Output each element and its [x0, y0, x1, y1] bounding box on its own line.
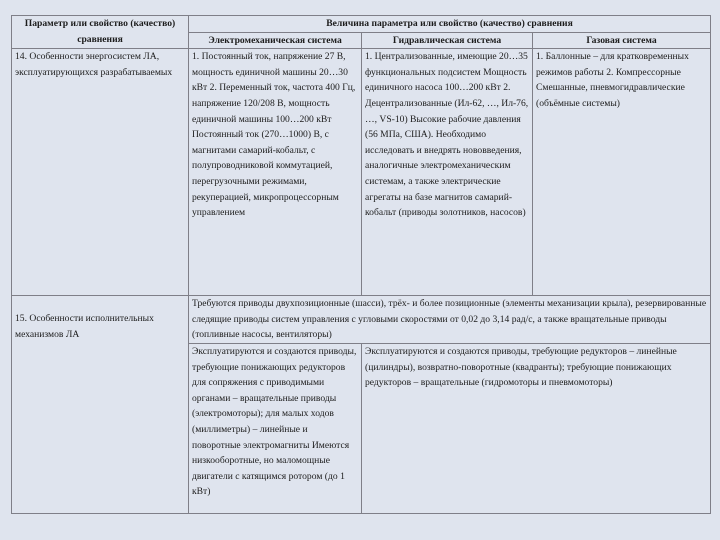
row14-gas-cell: 1. Баллонные – для кратковременных режимов работы 2. Компрессорные Смешанные, пневмогидравлические (объёмные системы)	[533, 49, 711, 296]
table-row-15-common	[12, 296, 711, 344]
row15-electro-cell: Эксплуатируются и создаются приводы, требующие понижающих редукторов для сопряжения с приводимыми органами – вращательные приводы (электромоторы); для малых ходов (миллиметры) – линейные и поворотные электромагниты Имеются низкооборотные, но маломощные двигатели с катящимся ротором (до 1 кВт)	[189, 343, 362, 513]
row15-common-cell: Требуются приводы двухпозиционные (шасси), трёх- и более позиционные (элементы механизации крыла), резервированные следящие приводы систем управления с угловыми скоростями от 0,02 до 3,14 рад/с, а также вращательные приводы (топливные насосы, вентиляторы)	[189, 296, 711, 344]
gas-system-header: Газовая система	[533, 32, 711, 49]
hydraulic-system-header: Гидравлическая система	[362, 32, 533, 49]
row14-electro-cell: 1. Постоянный ток, напряжение 27 В, мощность единичной машины 20…30 кВт 2. Переменный ток, частота 400 Гц, напряжение 120/208 В, мощность единичной машины 100…200 кВт Постоянный ток (270…1000) В, с магнитами самарий-кобальт, с полупроводниковой коммутацией, перегрузочными режимами, рекуперацией, микропроцессорным управлением	[189, 49, 362, 296]
table-row-14	[12, 49, 711, 296]
electromechanical-system-header: Электромеханическая система	[189, 32, 362, 49]
param-column-header: Параметр или свойство (качество) сравнения	[12, 16, 189, 49]
row14-param-cell: 14. Особенности энергосистем ЛА, эксплуатирующихся разрабатываемых	[12, 49, 189, 296]
comparison-table	[11, 15, 711, 514]
row14-hydraulic-cell: 1. Централизованные, имеющие 20…35 функциональных подсистем Мощность единичного насоса 100…200 кВт 2. Децентрализованные (Ил-62, …, Ил-76, …, VS-10) Высокие рабочие давления (56 МПа, США). Необходимо исследовать и внедрять нововведения, аналогичные электромеханическим системам, а также электрические агрегаты на базе магнитов самарий-кобальт (приводы золотников, насосов)	[362, 49, 533, 296]
row15-hydro-gas-cell: Эксплуатируются и создаются приводы, требующие редукторов – линейные (цилиндры), возвратно-поворотные (квадранты); требующие понижающих редукторов – вращательные (гидромоторы и пневмомоторы)	[362, 343, 711, 513]
row15-param-cell	[12, 296, 189, 514]
row15-param-text: 15. Особенности исполнительных механизмов ЛА	[15, 313, 154, 340]
header-row-1	[12, 16, 711, 33]
value-group-header: Величина параметра или свойство (качество) сравнения	[189, 16, 711, 33]
